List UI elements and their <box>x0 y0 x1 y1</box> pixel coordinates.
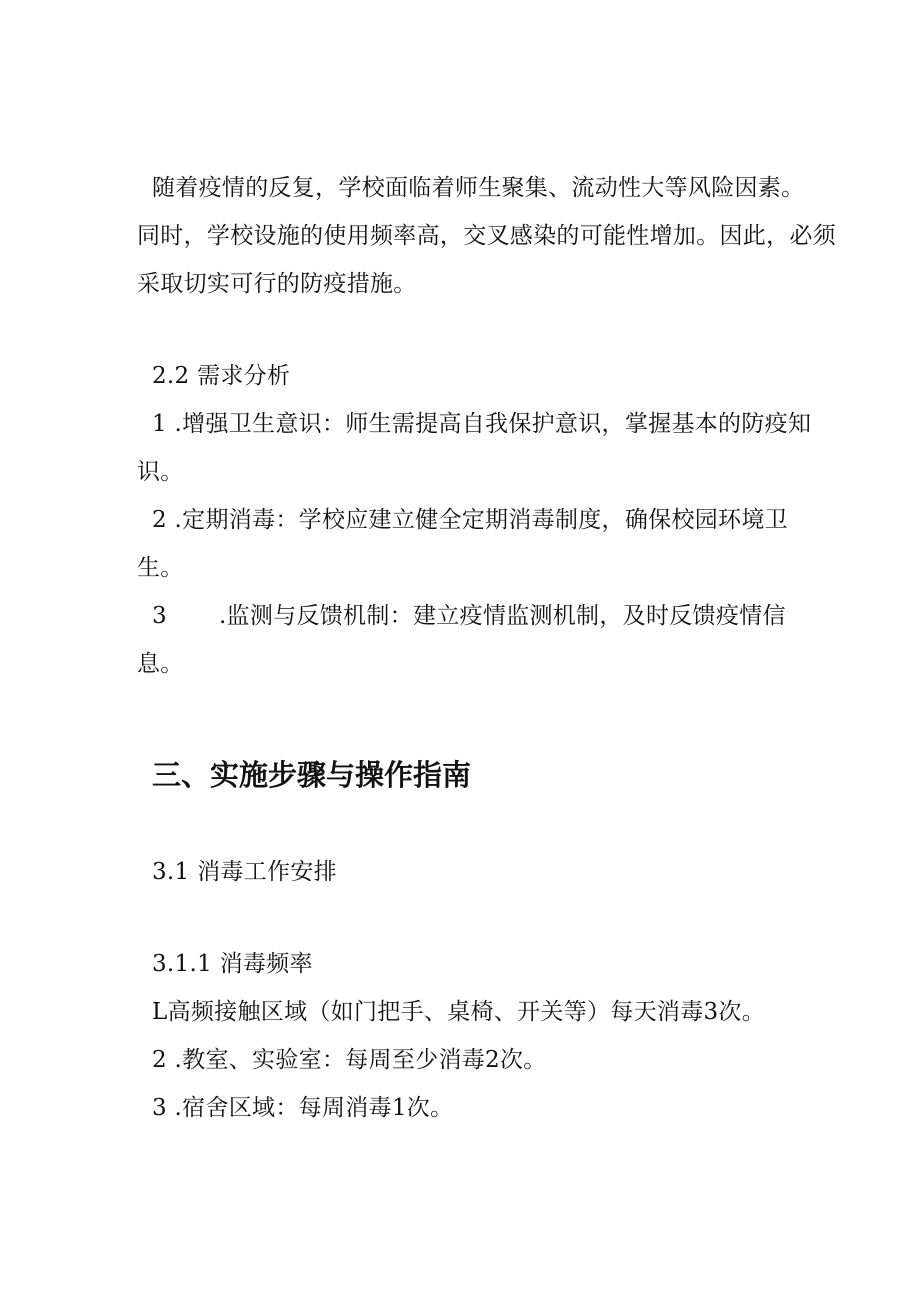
needs-item-1-number: 1 <box>152 411 167 437</box>
intro-paragraph-line-2: 同时，学校设施的使用频率高，交叉感染的可能性增加。因此，必须 <box>137 223 836 249</box>
needs-item-3-line-1 <box>152 601 786 631</box>
section-3-1-1-title: 3.1.1 消毒频率 <box>152 951 313 977</box>
needs-item-2-line-2: 生。 <box>137 555 184 581</box>
needs-item-2-line-1 <box>152 505 788 535</box>
frequency-item-3: 3 .宿舍区域：每周消毒1次。 <box>152 1095 454 1121</box>
needs-item-1-line-2: 识。 <box>137 459 184 485</box>
frequency-item-1: L高频接触区域（如门把手、桌椅、开关等）每天消毒3次。 <box>152 999 766 1025</box>
needs-item-2-text: .定期消毒：学校应建立健全定期消毒制度，确保校园环境卫 <box>166 507 788 533</box>
chapter-3-heading: 三、实施步骤与操作指南 <box>152 758 472 792</box>
needs-item-1-line-1 <box>152 409 811 439</box>
needs-item-3-line-2: 息。 <box>137 651 184 677</box>
intro-paragraph-line-1: 随着疫情的反复，学校面临着师生聚集、流动性大等风险因素。 <box>152 175 805 201</box>
needs-item-1-text: .增强卫生意识：师生需提高自我保护意识，掌握基本的防疫知 <box>166 411 812 437</box>
frequency-item-2: 2 .教室、实验室：每周至少消毒2次。 <box>152 1047 547 1073</box>
needs-item-3-text: .监测与反馈机制：建立疫情监测机制，及时反馈疫情信 <box>218 603 786 629</box>
needs-item-2-number: 2 <box>152 507 167 533</box>
section-2-2-title: 2.2 需求分析 <box>152 363 291 389</box>
section-3-1-title: 3.1 消毒工作安排 <box>152 859 337 885</box>
needs-item-3-number: 3 <box>152 603 167 629</box>
intro-paragraph-line-3: 采取切实可行的防疫措施。 <box>137 271 417 297</box>
